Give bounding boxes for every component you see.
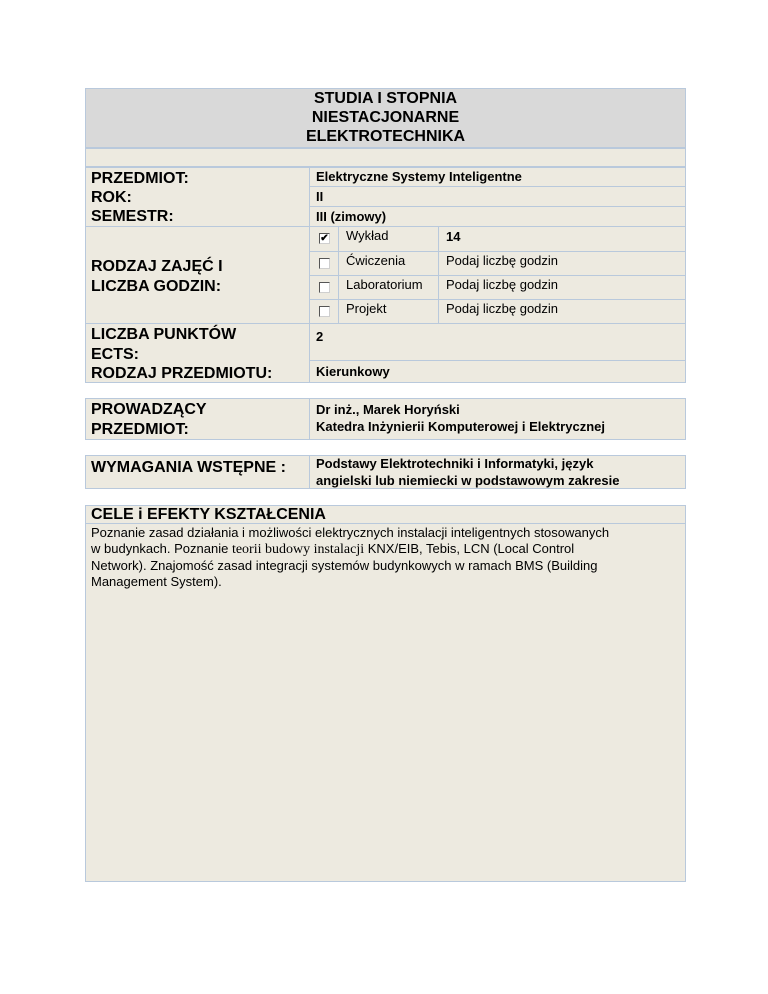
class-hours-projekt[interactable]: Podaj liczbę godzin bbox=[446, 301, 559, 316]
value-ects: 2 bbox=[316, 329, 324, 344]
cele-line-4: Management System). bbox=[91, 574, 222, 589]
value-wymagania-line-2: angielski lub niemiecki w podstawowym zakresie bbox=[316, 473, 620, 488]
divider bbox=[438, 226, 439, 323]
header-line-3: ELEKTROTECHNIKA bbox=[305, 128, 466, 145]
value-semestr: III (zimowy) bbox=[316, 209, 387, 224]
divider bbox=[309, 206, 686, 207]
checkbox-wyklad[interactable] bbox=[319, 233, 330, 244]
checkbox-projekt[interactable] bbox=[319, 306, 330, 317]
class-name-projekt: Projekt bbox=[346, 301, 387, 316]
cele-line-1: Poznanie zasad działania i możliwości elektrycznych instalacji inteligentnych stosowanych bbox=[91, 525, 610, 540]
cele-line-2b: teorii budowy instalacji bbox=[231, 542, 365, 557]
value-prowadzacy bbox=[316, 401, 605, 435]
label-ects bbox=[91, 325, 236, 365]
label-ects-line-1: LICZBA PUNKTÓW bbox=[91, 326, 237, 343]
check-icon: ✔ bbox=[320, 233, 329, 244]
label-prowadzacy-line-2: PRZEDMIOT: bbox=[91, 421, 189, 438]
value-rodzaj-przedmiotu: Kierunkowy bbox=[316, 364, 390, 379]
value-przedmiot: Elektryczne Systemy Inteligentne bbox=[316, 169, 522, 184]
class-hours-wyklad: 14 bbox=[446, 229, 461, 244]
value-wymagania bbox=[316, 455, 619, 489]
label-wymagania: WYMAGANIA WSTĘPNE : bbox=[91, 459, 286, 476]
class-name-laboratorium: Laboratorium bbox=[346, 277, 423, 292]
value-prowadzacy-line-2: Katedra Inżynierii Komputerowej i Elektrycznej bbox=[316, 419, 605, 434]
label-przedmiot: PRZEDMIOT: bbox=[91, 170, 189, 187]
header-line-2: NIESTACJONARNE bbox=[311, 109, 460, 126]
divider bbox=[309, 398, 310, 440]
checkbox-cwiczenia[interactable] bbox=[319, 258, 330, 269]
value-wymagania-line-1: Podstawy Elektrotechniki i Informatyki, język bbox=[316, 456, 594, 471]
divider bbox=[309, 455, 310, 489]
divider bbox=[309, 323, 686, 324]
class-hours-laboratorium[interactable]: Podaj liczbę godzin bbox=[446, 277, 559, 292]
cele-text bbox=[91, 525, 680, 590]
label-rodzaj-przedmiotu: RODZAJ PRZEDMIOTU: bbox=[91, 365, 273, 382]
label-semestr: SEMESTR: bbox=[91, 208, 174, 225]
divider bbox=[309, 360, 686, 361]
header-line-1: STUDIA I STOPNIA bbox=[313, 90, 458, 107]
divider bbox=[309, 186, 686, 187]
header-title bbox=[85, 89, 686, 146]
class-hours-cwiczenia[interactable]: Podaj liczbę godzin bbox=[446, 253, 559, 268]
cele-line-2a: w budynkach. Poznanie bbox=[91, 541, 232, 556]
label-prowadzacy-line-1: PROWADZĄCY bbox=[91, 401, 207, 418]
label-rok: ROK: bbox=[91, 189, 132, 206]
value-rok: II bbox=[316, 189, 324, 204]
divider bbox=[85, 323, 309, 324]
spacer-row bbox=[85, 148, 686, 167]
label-rodzaj-zajec-line-2: LICZBA GODZIN: bbox=[91, 278, 222, 295]
label-ects-line-2: ECTS: bbox=[91, 346, 139, 363]
cele-line-2 bbox=[91, 541, 680, 558]
checkbox-laboratorium[interactable] bbox=[319, 282, 330, 293]
label-cele: CELE i EFEKTY KSZTAŁCENIA bbox=[91, 506, 326, 523]
class-name-cwiczenia: Ćwiczenia bbox=[346, 253, 406, 268]
label-rodzaj-zajec bbox=[91, 257, 223, 297]
class-name-wyklad: Wykład bbox=[346, 228, 389, 243]
value-prowadzacy-line-1: Dr inż., Marek Horyński bbox=[316, 402, 460, 417]
cele-line-2c: KNX/EIB, Tebis, LCN (Local Control bbox=[364, 541, 575, 556]
label-prowadzacy bbox=[91, 400, 207, 440]
cele-line-3: Network). Znajomość zasad integracji systemów budynkowych w ramach BMS (Building bbox=[91, 558, 598, 573]
divider bbox=[338, 226, 339, 323]
label-rodzaj-zajec-line-1: RODZAJ ZAJĘĆ I bbox=[91, 258, 223, 275]
